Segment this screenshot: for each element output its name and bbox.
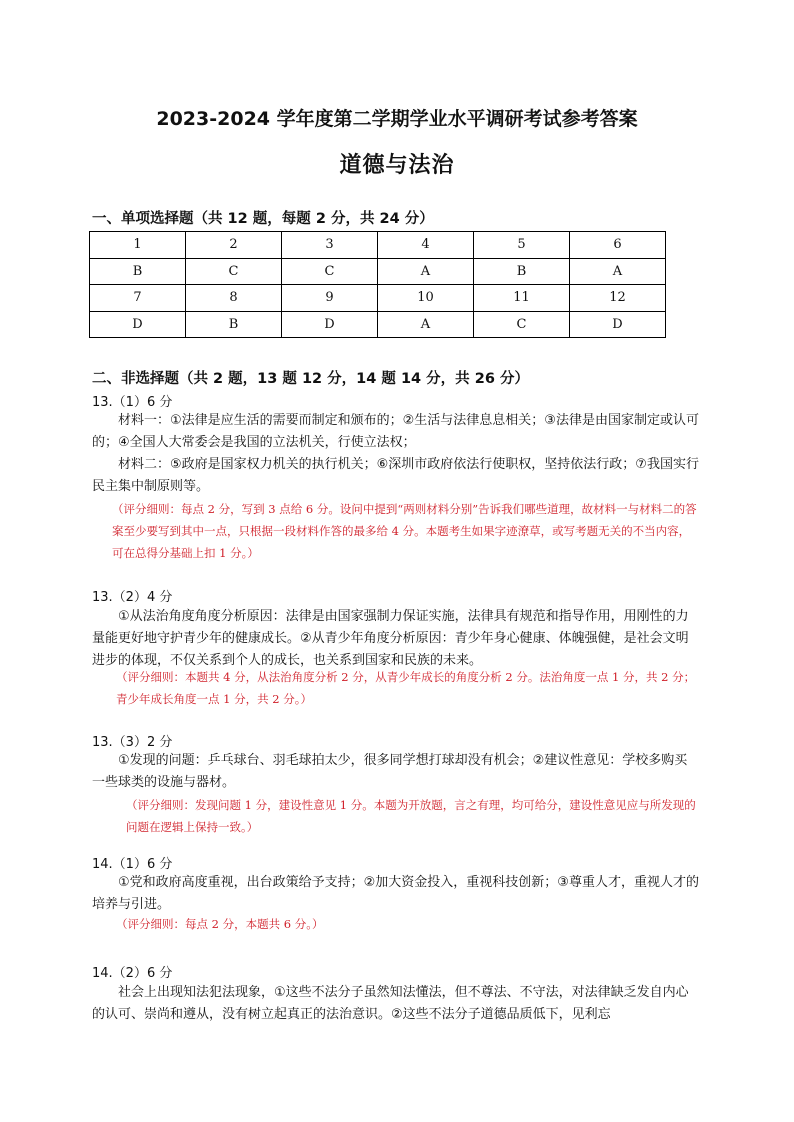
- table-cell: 1: [90, 232, 186, 259]
- choice-answer-table: [89, 231, 666, 338]
- document-title: 2023-2024 学年度第二学期学业水平调研考试参考答案: [156, 108, 638, 130]
- q13-2-scoring-note: （评分细则：本题共 4 分，从法治角度分析 2 分，从青少年成长的角度分析 2 分。法治角度一点 1 分，共 2 分；青少年成长角度一点 1 分，共 2 分。）: [116, 670, 696, 706]
- table-cell: A: [570, 258, 666, 285]
- section1-heading: 一、单项选择题（共 12 题，每题 2 分，共 24 分）: [92, 211, 434, 227]
- table-cell: 2: [186, 232, 282, 259]
- table-cell: C: [186, 258, 282, 285]
- q14-1-scoring-note: （评分细则：每点 2 分，本题共 6 分。）: [116, 917, 324, 931]
- q14-2-header: 14.（2）6 分: [92, 966, 173, 981]
- q13-3-answer: ①发现的问题：乒乓球台、羽毛球拍太少，很多同学想打球却没有机会；②建议性意见：学校多购买一些球类的设施与器材。: [92, 753, 688, 790]
- table-cell: C: [282, 258, 378, 285]
- table-cell: 5: [474, 232, 570, 259]
- table-cell: 10: [378, 285, 474, 312]
- table-cell: A: [378, 258, 474, 285]
- table-cell: B: [90, 258, 186, 285]
- table-cell: C: [474, 311, 570, 338]
- q13-3-header: 13.（3）2 分: [92, 735, 173, 750]
- table-cell: 9: [282, 285, 378, 312]
- q13-2-header: 13.（2）4 分: [92, 590, 173, 605]
- table-cell: D: [90, 311, 186, 338]
- table-row: [90, 285, 666, 312]
- table-cell: 12: [570, 285, 666, 312]
- table-cell: 7: [90, 285, 186, 312]
- q13-1-material-two: 材料二：⑤政府是国家权力机关的执行机关；⑥深圳市政府依法行使职权，坚持依法行政；⑦我国实行民主集中制原则等。: [92, 457, 699, 494]
- table-cell: D: [282, 311, 378, 338]
- table-cell: A: [378, 311, 474, 338]
- q13-1-scoring-note: （评分细则：每点 2 分，写到 3 点给 6 分。设问中提到“两则材料分别”告诉我们哪些道理，故材料一与材料二的答案至少要写到其中一点，只根据一段材料作答的最多给 4 分。本题考生如果字迹潦草，或写考题无关的不当内容，可在总得分基础上扣 1 分。）: [112, 502, 697, 560]
- table-cell: 4: [378, 232, 474, 259]
- table-cell: B: [474, 258, 570, 285]
- q14-1-answer: ①党和政府高度重视，出台政策给予支持；②加大资金投入，重视科技创新；③尊重人才，重视人才的培养与引进。: [92, 875, 699, 912]
- subject-title: 道德与法治: [339, 153, 455, 178]
- table-cell: 11: [474, 285, 570, 312]
- table-cell: B: [186, 311, 282, 338]
- table-cell: D: [570, 311, 666, 338]
- q14-1-header: 14.（1）6 分: [92, 857, 173, 872]
- table-row: [90, 311, 666, 338]
- table-row: [90, 258, 666, 285]
- q14-2-answer: 社会上出现知法犯法现象，①这些不法分子虽然知法懂法，但不尊法、不守法，对法律缺乏发自内心的认可、崇尚和遵从，没有树立起真正的法治意识。②这些不法分子道德品质低下，见利忘: [92, 985, 689, 1022]
- table-row: [90, 232, 666, 259]
- table-cell: 3: [282, 232, 378, 259]
- table-cell: 6: [570, 232, 666, 259]
- q13-1-header: 13.（1）6 分: [92, 395, 173, 410]
- section2-heading: 二、非选择题（共 2 题，13 题 12 分，14 题 14 分，共 26 分）: [92, 371, 529, 387]
- q13-1-material-one: 材料一：①法律是应生活的需要而制定和颁布的；②生活与法律息息相关；③法律是由国家制定或认可的；④全国人大常委会是我国的立法机关，行使立法权；: [92, 413, 699, 450]
- q13-2-answer: ①从法治角度角度分析原因：法律是由国家强制力保证实施，法律具有规范和指导作用，用刚性的力量能更好地守护青少年的健康成长。②从青少年角度分析原因：青少年身心健康、体魄强健，是社会文明进步的体现，不仅关系到个人的成长，也关系到国家和民族的未来。: [92, 609, 689, 668]
- q13-3-scoring-note: （评分细则：发现问题 1 分，建设性意见 1 分。本题为开放题，言之有理，均可给分，建设性意见应与所发现的问题在逻辑上保持一致。）: [126, 798, 696, 834]
- table-cell: 8: [186, 285, 282, 312]
